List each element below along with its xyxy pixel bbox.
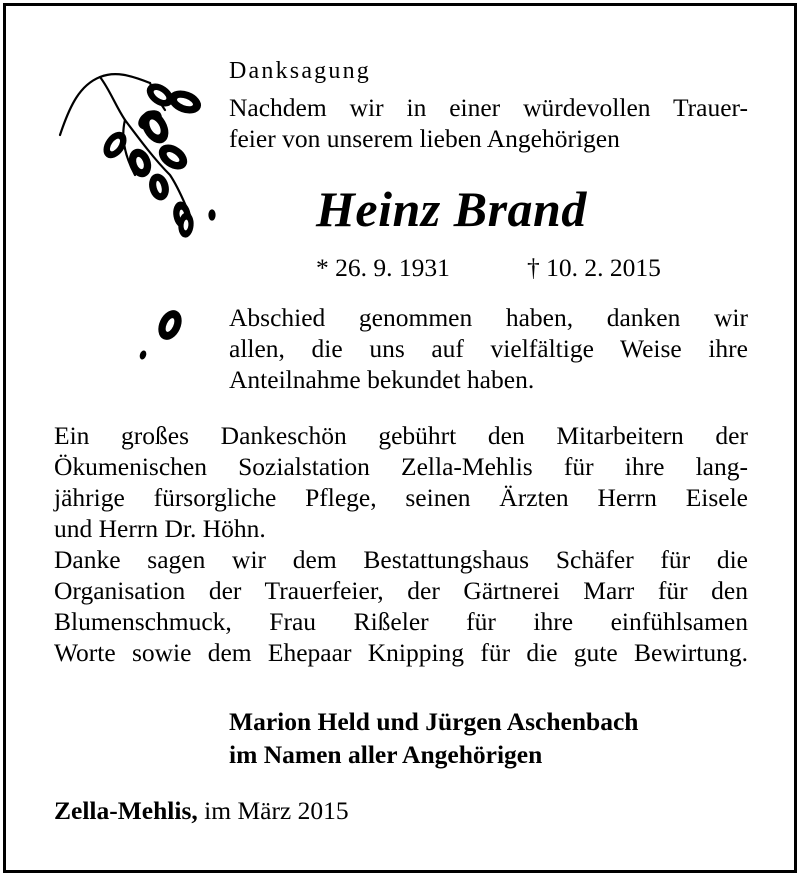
thanks-line: Worte sowie dem Ehepaar Knipping für die gute Bewirtung. xyxy=(54,638,748,667)
thanks-line: Blumenschmuck, Frau Rißeler für ihre einfühlsamen xyxy=(54,607,748,636)
intro-block xyxy=(229,92,748,154)
farewell-line: allen, die uns auf vielfältige Weise ihre xyxy=(229,334,748,363)
death-date: † 10. 2. 2015 xyxy=(527,253,661,282)
notice-heading: Danksagung xyxy=(229,58,371,84)
birth-date: * 26. 9. 1931 xyxy=(316,253,450,282)
thanks-line: Organisation der Trauerfeier, der Gärtnerei Marr für den xyxy=(54,576,748,605)
signature-line: im Namen aller Angehörigen xyxy=(229,740,543,769)
farewell-block xyxy=(229,302,748,395)
date: im März 2015 xyxy=(204,796,349,825)
intro-line: Nachdem wir in einer würdevollen Trauer- xyxy=(229,93,748,122)
place: Zella-Mehlis, xyxy=(54,796,198,825)
farewell-line: Anteilnahme bekundet haben. xyxy=(229,365,535,394)
thanks-line: Ein großes Dankeschön gebührt den Mitarbeitern der xyxy=(54,421,748,450)
signature-block xyxy=(229,705,638,771)
thanks-line: jährige fürsorgliche Pflege, seinen Ärzten Herrn Eisele xyxy=(54,483,748,512)
thanks-line: Danke sagen wir dem Bestattungshaus Schäfer für die xyxy=(54,545,748,574)
thanks-line: und Herrn Dr. Höhn. xyxy=(54,514,266,543)
signature-line: Marion Held und Jürgen Aschenbach xyxy=(229,707,639,736)
thanks-block xyxy=(54,420,748,668)
birch-branch-icon xyxy=(55,65,235,385)
intro-line: feier von unserem lieben Angehörigen xyxy=(229,124,620,153)
deceased-name: Heinz Brand xyxy=(316,181,587,237)
thanks-line: Ökumenischen Sozialstation Zella-Mehlis für ihre lang- xyxy=(54,452,748,481)
farewell-line: Abschied genommen haben, danken wir xyxy=(229,303,748,332)
place-date xyxy=(54,795,349,826)
